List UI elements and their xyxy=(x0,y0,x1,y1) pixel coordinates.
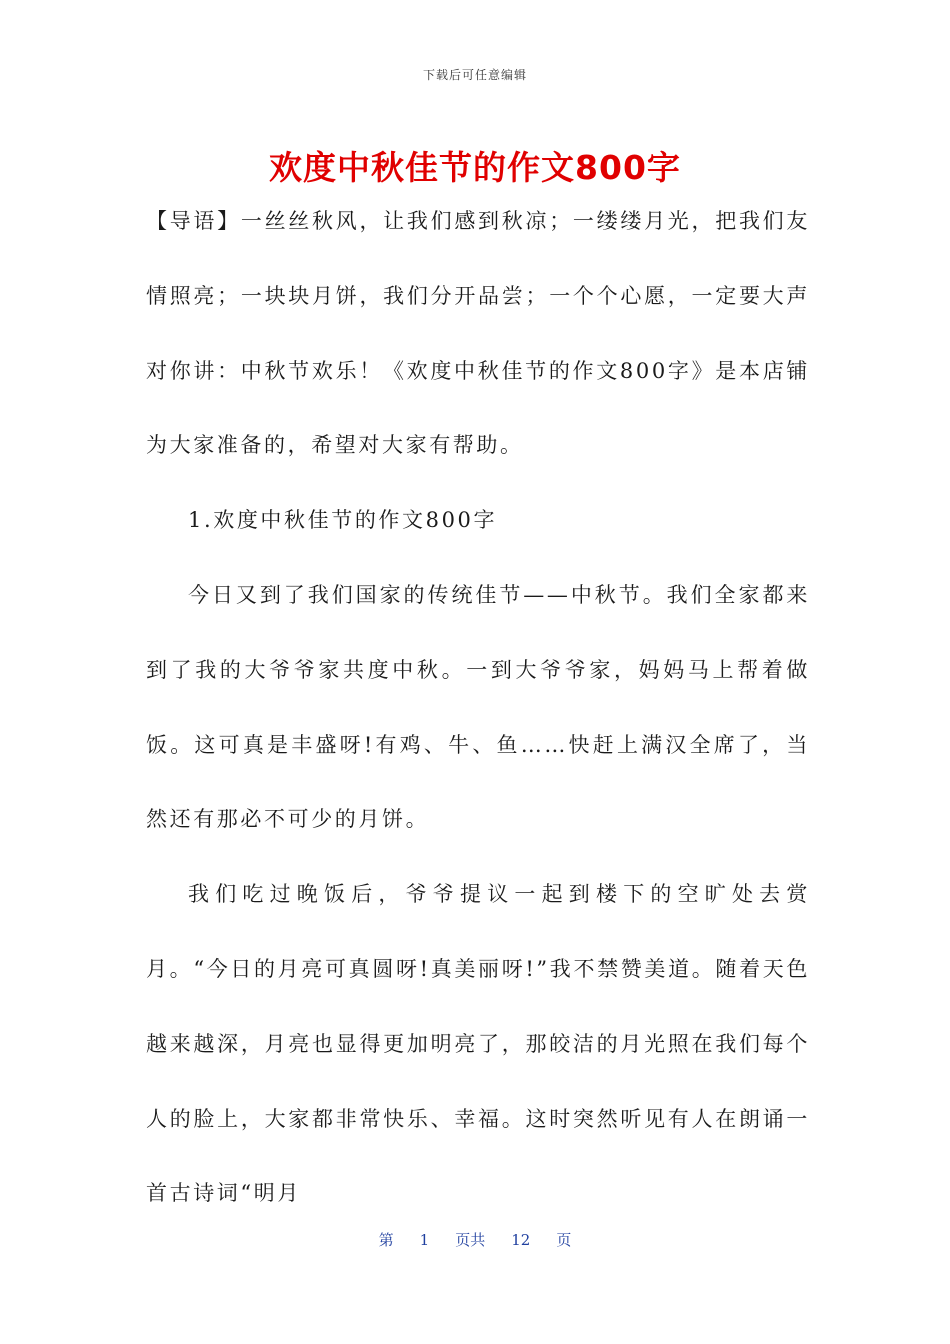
header-note: 下载后可任意编辑 xyxy=(422,68,527,82)
footer-suffix: 页 xyxy=(556,1231,572,1249)
page-footer xyxy=(0,1229,950,1250)
footer-page-number: 1 xyxy=(419,1231,430,1249)
body-paragraph: 我们吃过晚饭后，爷爷提议一起到楼下的空旷处去赏月。“今日的月亮可真圆呀!真美丽呀!”我不禁赞美道。随着天色越来越深，月亮也显得更加明亮了，那皎洁的月光照在我们每个人的脸上，大家都非常快乐、幸福。这时突然听见有人在朗诵一首古诗词“明月 xyxy=(146,882,810,1206)
body-paragraph: 今日又到了我们国家的传统佳节——中秋节。我们全家都来到了我的大爷爷家共度中秋。一到大爷爷家，妈妈马上帮着做饭。这可真是丰盛呀!有鸡、牛、鱼……快赶上满汉全席了，当然还有那必不可少的月饼。 xyxy=(146,582,810,832)
footer-total-pages: 12 xyxy=(511,1231,531,1249)
document-title: 欢度中秋佳节的作文800字 xyxy=(269,148,681,187)
footer-middle: 页共 xyxy=(455,1231,486,1249)
section-heading: 1.欢度中秋佳节的作文800字 xyxy=(188,508,498,533)
document-body xyxy=(146,184,810,1231)
footer-prefix: 第 xyxy=(378,1231,394,1249)
intro-paragraph: 【导语】一丝丝秋风，让我们感到秋凉；一缕缕月光，把我们友情照亮；一块块月饼，我们分开品尝；一个个心愿，一定要大声对你讲：中秋节欢乐！《欢度中秋佳节的作文800字》是本店铺为大家准备的，希望对大家有帮助。 xyxy=(146,209,810,458)
